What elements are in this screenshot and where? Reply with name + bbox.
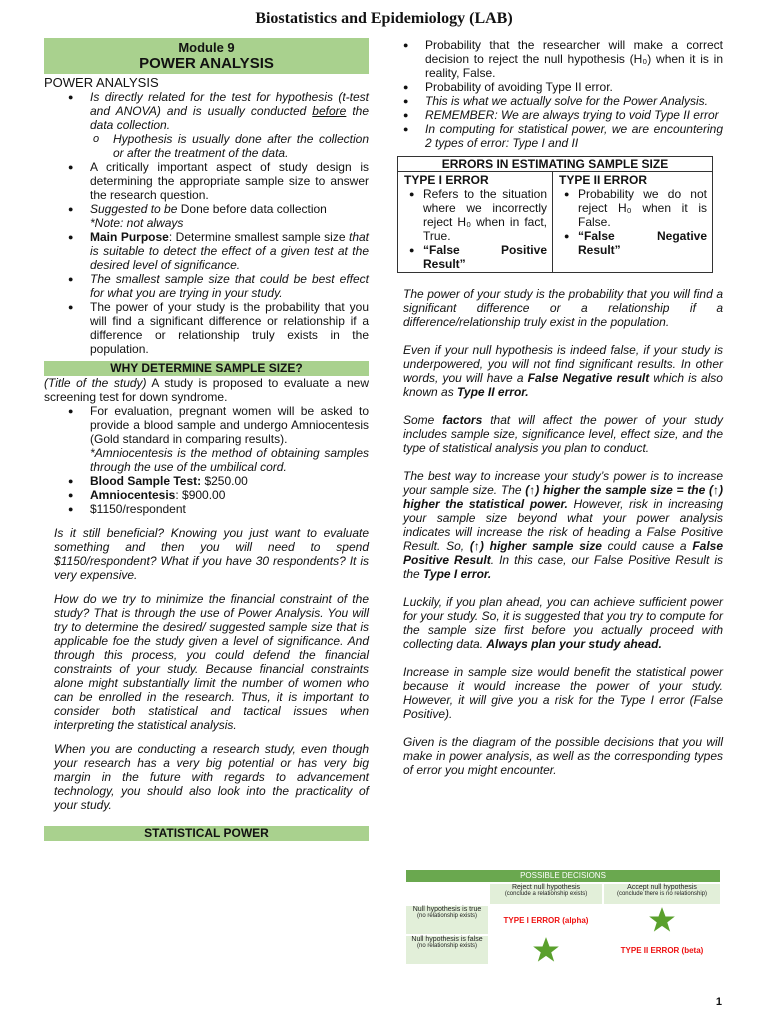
list-item: ● Suggested to be Done before data collection *Note: not always (44, 202, 369, 230)
list-item: ● “False Negative Result” (554, 229, 711, 257)
module-number: Module 9 (178, 40, 235, 55)
section-heading: POWER ANALYSIS (44, 75, 159, 90)
type-1-error-cell: TYPE I ERROR (alpha) (503, 916, 589, 925)
why-heading: WHY DETERMINE SAMPLE SIZE? (44, 361, 369, 376)
type-2-cell (553, 172, 713, 273)
power-paragraph-2: Even if your null hypothesis is indeed false, if your study is underpowered, you will not find significant results. In other words, you will have a False Negative result which is also known as Type II error. (403, 343, 723, 399)
power-list (379, 38, 723, 150)
module-banner (44, 38, 369, 74)
col-accept-header: Accept null hypothesis (conclude there is no relationship) (604, 884, 720, 904)
power-paragraph-6: Increase in sample size would benefit the statistical power because it would increase the power of your study. However, it will give you a risk for the Type I error (False Positive). (403, 665, 723, 721)
row-null-false: Null hypothesis is false (no relationship exists) (406, 936, 488, 964)
power-paragraph-1: The power of your study is the probability that you will find a significant difference or a relationship if a difference/relationship truly exist in the population. (403, 287, 723, 329)
list-item: ● Probability that the researcher will make a correct decision to reject the null hypothesis (H₀) when it is in reality, False. (379, 38, 723, 80)
statistical-power-heading: STATISTICAL POWER (44, 826, 369, 841)
module-title: POWER ANALYSIS (139, 55, 274, 72)
list-item: ● A critically important aspect of study design is determining the appropriate sample size to answer the research question. (44, 160, 369, 202)
power-paragraph-7: Given is the diagram of the possible decisions that you will make in power analysis, as well as the corresponding types of error you might encounter. (403, 735, 723, 777)
list-item: ● $1150/respondent (44, 502, 369, 516)
list-item: ● Is directly related for the test for hypothesis (t-test and ANOVA) and is usually conducted before the data collection. o Hypothesis is usually done after the collection or after the treatment of the data. (44, 90, 369, 160)
errors-table-heading: ERRORS IN ESTIMATING SAMPLE SIZE (398, 157, 713, 172)
page-title: Biostatistics and Epidemiology (LAB) (255, 10, 513, 27)
decisions-title: POSSIBLE DECISIONS (406, 870, 720, 882)
list-item: ● Amniocentesis: $900.00 (44, 488, 369, 502)
list-item: ● Probability of avoiding Type II error. (379, 80, 723, 94)
left-column (44, 38, 369, 841)
list-item: ● Refers to the situation where we incorrectly reject H₀ when in fact, True. (399, 187, 551, 243)
why-paragraph-1: Is it still beneficial? Knowing you just want to evaluate something and then you will need to spend $1150/respondent? What if you have 30 respondents? It is very expensive. (54, 526, 369, 582)
power-paragraph-4: The best way to increase your study’s power is to increase your sample size. The (↑) higher the sample size = the (↑) higher the statistical power. However, risk in increasing your sample size beyond what your power analysis indicates will increase the risk of heading a False Positive Result. So, (↑) higher sample size could cause a False Positive Result. In this case, our False Positive Result is the Type I error. (403, 469, 724, 581)
power-paragraph-3: Some factors that will affect the power of your study includes sample size, significance level, effect size, and the type of statistical analysis you plan to conduct. (403, 413, 723, 455)
list-item: ● Main Purpose: Determine smallest sample size that is suitable to detect the effect of a given test at the desired level of significance. (44, 230, 369, 272)
list-item: ● Probability we do not reject H₀ when it is False. (554, 187, 711, 229)
list-item: ● REMEMBER: We are always trying to void Type II error (379, 108, 723, 122)
col-reject-header: Reject null hypothesis (conclude a relationship exists) (490, 884, 602, 904)
list-subitem: o Hypothesis is usually done after the collection or after the treatment of the data. (44, 132, 369, 160)
type-1-cell (398, 172, 553, 273)
star-icon (604, 906, 720, 934)
star-icon (490, 936, 602, 964)
power-paragraph-5: Luckily, if you plan ahead, you can achieve sufficient power for your study. So, it is suggested that you try to compute for the sample size first before you actually proceed with collecting data. Always plan your study ahead. (403, 595, 723, 651)
why-list (44, 404, 369, 516)
type-2-label: TYPE II ERROR (559, 173, 648, 187)
row-null-true: Null hypothesis is true (no relationship exists) (406, 906, 488, 934)
why-paragraph-3: When you are conducting a research study, even though your research has a very big potential or has very big margin in the future with regards to advancement technology, you should also look into the practicality of your study. (54, 742, 369, 812)
list-item: ● For evaluation, pregnant women will be asked to provide a blood sample and undergo Amniocentesis (Gold standard in comparing results). *Amniocentesis is the method of obtaining samples through the use of the umbilical cord. (44, 404, 369, 474)
right-column (403, 38, 723, 777)
list-item: ● The smallest sample size that could be best effect for what you are trying in your study. (44, 272, 369, 300)
type-2-error-cell: TYPE II ERROR (beta) (620, 946, 704, 955)
list-item: ● “False Positive Result” (399, 243, 551, 271)
why-intro: (Title of the study) A study is proposed to evaluate a new screening test for down syndrome. (44, 376, 369, 404)
possible-decisions-diagram (406, 870, 720, 964)
list-item: ● The power of your study is the probability that you will find a significant difference or relationship if a difference or relationship truly exists in the population. (44, 300, 369, 356)
type-1-label: TYPE I ERROR (404, 173, 489, 187)
list-item: ● In computing for statistical power, we are encountering 2 types of error: Type I and II (379, 122, 723, 150)
errors-table (397, 156, 713, 273)
list-item: ● This is what we actually solve for the Power Analysis. (379, 94, 723, 108)
intro-list (44, 90, 369, 356)
why-paragraph-2: How do we try to minimize the financial constraint of the study? That is through the use of Power Analysis. You will try to determine the desired/ suggested sample size that is applicable foe the study given a level of significance. And through this process, you could defend the financial constraints of your study. Because financial constraints alone might substantially limit the number of women who can be enrolled in the research. Thus, it is important to consider both statistical and tactical issues when interpreting the statistical analysis. (54, 592, 369, 732)
page-number: 1 (715, 996, 722, 1008)
list-item: ● Blood Sample Test: $250.00 (44, 474, 369, 488)
